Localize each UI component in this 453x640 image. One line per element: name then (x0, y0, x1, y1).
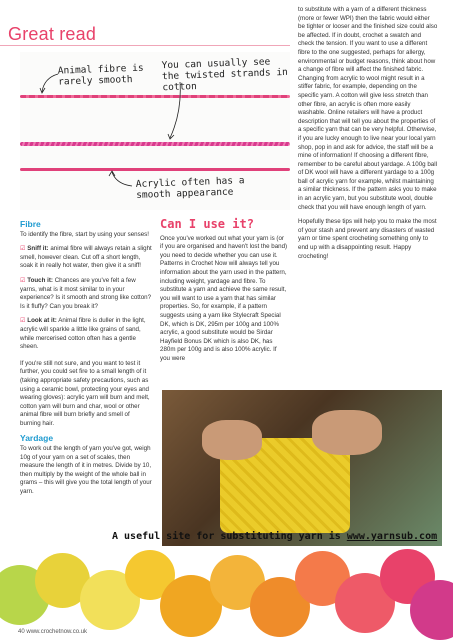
sniff-paragraph: ☑ Sniff it: animal fibre will always retain a slight smell, however clean. Cut off a short length, soak it in really hot water, then give it a sniff! (20, 245, 152, 270)
header-divider (0, 45, 290, 46)
annotation-animal-fibre: Animal fibre is rarely smooth (57, 62, 144, 88)
yarnsub-banner: A useful site for substituting yarn is www.yarnsub.com (112, 531, 438, 542)
footer-site: www.crochetnow.co.uk (26, 629, 88, 635)
yardage-heading: Yardage (20, 433, 54, 444)
yarn-comparison-image (20, 52, 290, 210)
right-hand (312, 410, 382, 455)
left-hand (202, 420, 262, 460)
closing-paragraph: Hopefully these tips will help you to make the most of your stash and prevent any disasters of wasted yarn or time spent crocheting something only to end up with a disappointing result. Happy crocheting! (298, 218, 437, 260)
look-paragraph: ☑ Look at it: Animal fibre is duller in the light, acrylic will sparkle a little like grains of sand, while mercerised cotton often has a gentle sheen. (20, 317, 146, 351)
can-i-use-it-paragraph: Once you've worked out what your yarn is (or if you are organised and haven't lost the band) you need to decide whether you can use it. Patterns in Crochet Now will always tell you information about the yarn used in the pattern, including weight, yardage and fibre. To substitute a yarn and achieve the same result, you will want to use a yarn that has similar properties. So, for example, if a pattern suggests using a yarn like Stylecraft Special DK, which is DK, 295m per 100g and 100% acrylic, a good substitute would be Sirdar Hayfield Bonus DK which is also DK, has 280m per 100g and is also 100% acrylic. If you were (160, 234, 288, 362)
page-footer (18, 629, 87, 635)
annotation-arrows (20, 52, 290, 210)
checkbox-icon: ☑ (20, 317, 26, 325)
yarnsub-link[interactable]: www.yarnsub.com (346, 531, 438, 542)
annotation-cotton: You can usually see the twisted strands in cotton (161, 56, 288, 94)
page-number: 40 (18, 629, 25, 635)
fibre-heading: Fibre (20, 219, 41, 229)
yardage-paragraph: To work out the length of yarn you've got, weigh 10g of your yarn on a set of scales, then measure the length of it in metres. Divide by 10, then multiply by the weight of the whole ball in grams – this will give you the total length of your yarn. (20, 445, 152, 496)
can-i-use-it-heading: Can I use it? (160, 217, 254, 231)
yarn-balls-image (0, 545, 453, 640)
annotation-acrylic: Acrylic often has a smooth appearance (135, 175, 245, 201)
crochet-photo (162, 390, 442, 546)
checkbox-icon: ☑ (20, 276, 26, 284)
section-title: Great read (8, 24, 97, 44)
continued-paragraph: to substitute with a yarn of a different thickness (more or fewer WPI) then the fabric would either be tighter or looser and the finished size could also be affected. If in doubt, crochet a swatch and check the tension. If you want to use a different fibre to the one suggested, perhaps for allergy, environmental or budget reasons, think about how a change of fibre will affect the finished fabric. Changing from acrylic to wool might result in a stiffer fabric, for example, depending on the specific yarn. A cotton will give less stretch than other fibre, an acrylic is often more easily washable. Online retailers will have a product description that will tell you about the properties of a specific yarn that can be very helpful. Otherwise, if you are lucky enough to live near your local yarn shop, pop in and ask for advice, the staff will be a mine of information! If choosing a different fibre, remember to be careful about yardage. A 100g ball of DK wool will have a different yardage to a 100g ball of acrylic yarn for example, whilst maintaining a similar thickness. If the pattern asks you to make in an acrylic yarn, but you substitute wool, double check that you will have enough length of yarn. (298, 6, 438, 211)
column-fibre (20, 220, 152, 503)
fibre-intro: To identify the fibre, start by using your senses! (20, 230, 149, 238)
checkbox-icon: ☑ (20, 245, 26, 253)
column-can-i-use-it (160, 217, 288, 370)
column-continued (298, 6, 438, 267)
touch-paragraph: ☑ Touch it: Chances are you've felt a few yarns, what is it most similar to in your experience? Is it smooth and strong like cotton? Is it fluffy? Can you break it? (20, 276, 152, 310)
burn-test-paragraph: If you're still not sure, and you want to test it further, you could set fire to a small length of it (taking appropriate safety precautions, such as using a ceramic bowl, protecting your eyes and wearing gloves): acrylic yarn will burn and melt, cotton yarn will burn and char, wool or other animal fibre will burn briefly and smell of burning hair. (20, 359, 150, 427)
